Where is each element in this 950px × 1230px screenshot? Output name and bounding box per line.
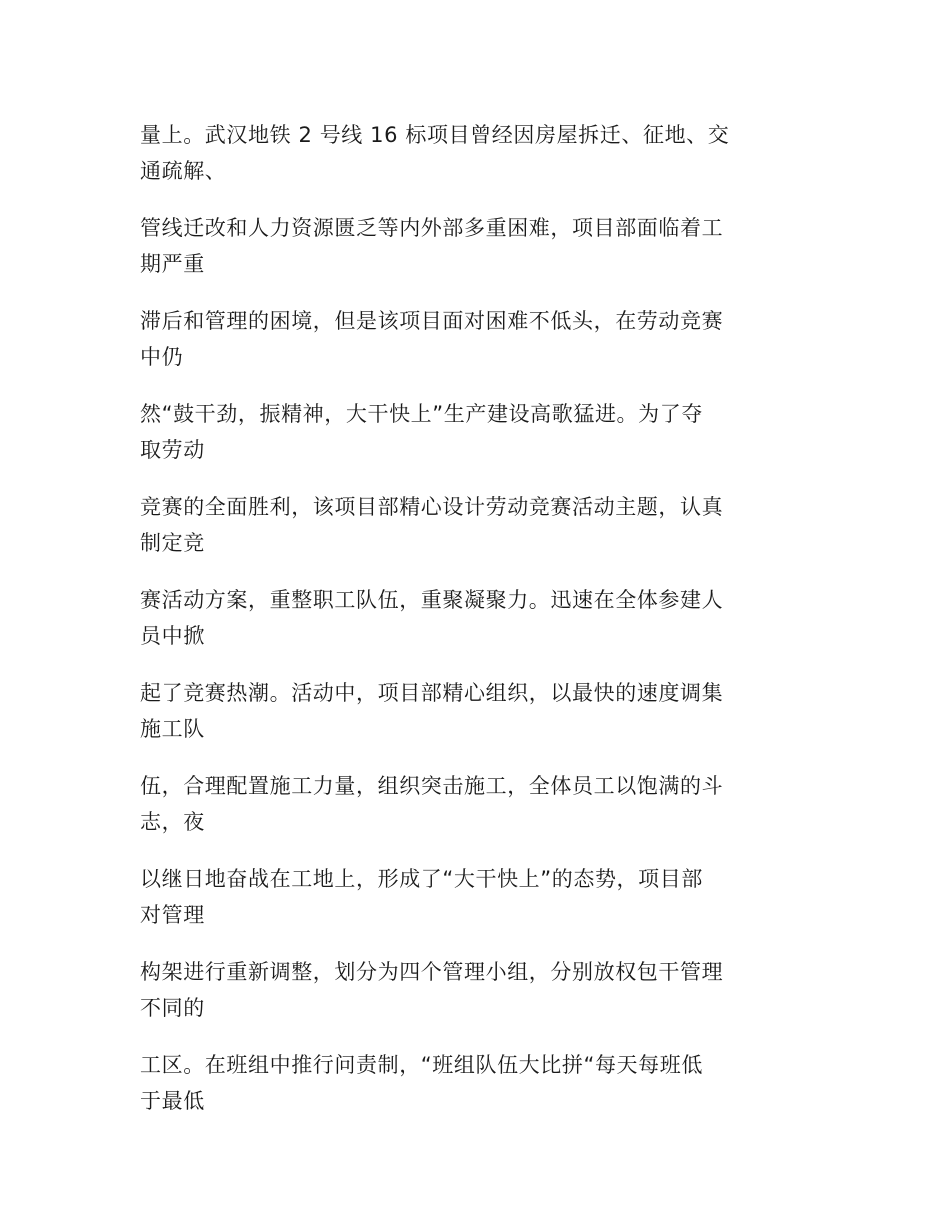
paragraph [140,768,805,843]
paragraph [140,1047,805,1122]
paragraph-line: 中仍 [140,345,184,369]
paragraph [140,396,805,471]
paragraph [140,861,805,936]
paragraph-line: 施工队 [140,717,205,741]
paragraph-line: 管线迁改和人力资源匮乏等内外部多重困难，项目部面临着工 [140,216,724,240]
paragraph [140,210,805,285]
paragraph-line: 滞后和管理的困境，但是该项目面对困难不低头，在劳动竞赛 [140,309,724,333]
paragraph-line: 量上。武汉地铁 2 号线 16 标项目曾经因房屋拆迁、征地、交 [140,123,730,147]
paragraph [140,303,805,378]
paragraph-line: 伍，合理配置施工力量，组织突击施工，全体员工以饱满的斗 [140,774,724,798]
paragraph-line: 赛活动方案，重整职工队伍，重聚凝聚力。迅速在全体参建人 [140,588,724,612]
paragraph-line: 通疏解、 [140,159,227,183]
paragraph-line: 竞赛的全面胜利，该项目部精心设计劳动竞赛活动主题，认真 [140,495,724,519]
paragraph-line: 对管理 [140,903,205,927]
paragraph-line: 期严重 [140,252,205,276]
paragraph-line: 起了竞赛热潮。活动中，项目部精心组织，以最快的速度调集 [140,681,724,705]
paragraph [140,117,805,192]
paragraph-line: 然“鼓干劲，振精神，大干快上”生产建设高歌猛进。为了夺 [140,402,703,426]
paragraph-line: 不同的 [140,996,205,1020]
paragraph [140,954,805,1029]
paragraph-line: 取劳动 [140,438,205,462]
paragraph-line: 制定竞 [140,531,205,555]
paragraph-line: 工区。在班组中推行问责制，“班组队伍大比拼“每天每班低 [140,1053,703,1077]
paragraph-line: 以继日地奋战在工地上，形成了“大干快上”的态势，项目部 [140,867,703,891]
document-body [140,117,805,1140]
paragraph-line: 员中掀 [140,624,205,648]
paragraph [140,489,805,564]
paragraph-line: 志，夜 [140,810,205,834]
paragraph [140,582,805,657]
paragraph-line: 构架进行重新调整，划分为四个管理小组，分别放权包干管理 [140,960,724,984]
paragraph-line: 于最低 [140,1089,205,1113]
paragraph [140,675,805,750]
